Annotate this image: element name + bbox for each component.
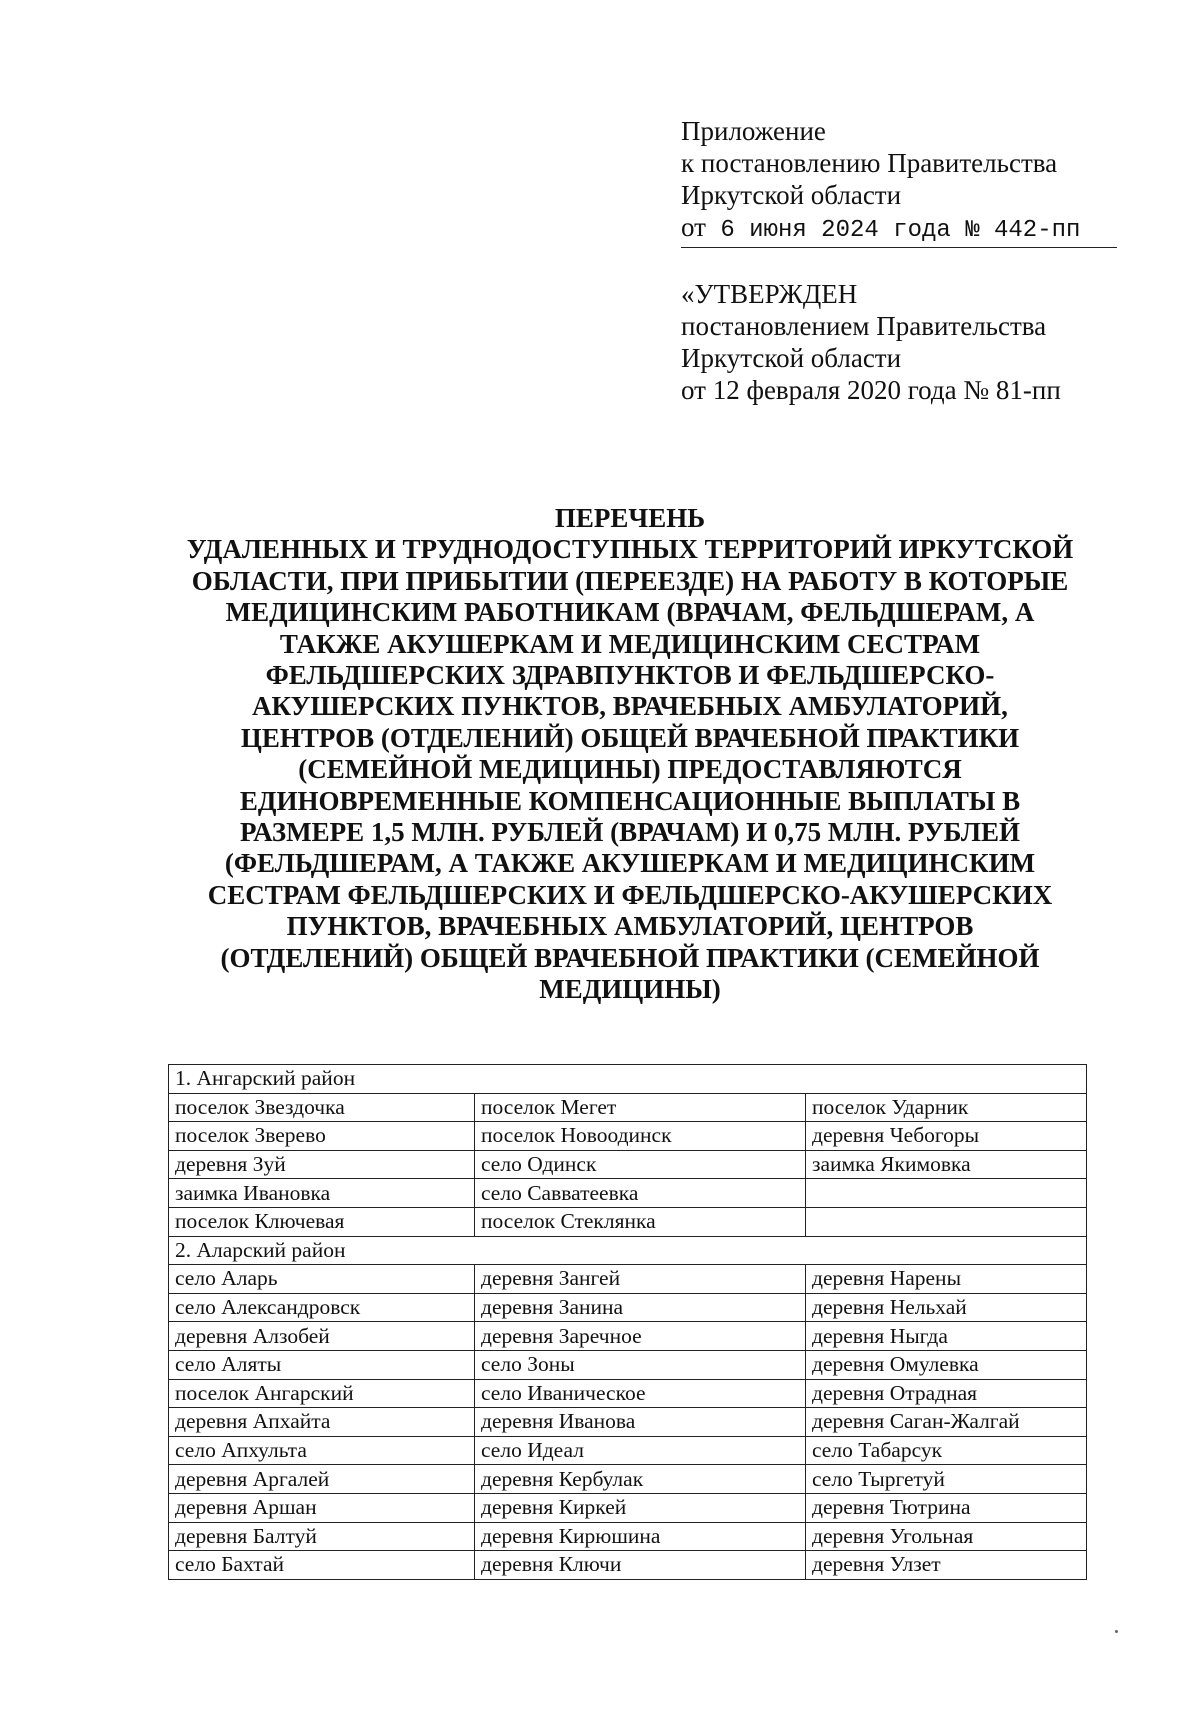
settlement-cell: село Идеал [475,1436,806,1465]
settlement-cell: деревня Аргалей [169,1465,475,1494]
settlement-cell: село Савватеевка [475,1179,806,1208]
table-row [169,1150,1087,1179]
settlement-cell: поселок Мегет [475,1093,806,1122]
document-title [150,503,1110,1006]
settlement-cell: деревня Аршан [169,1493,475,1522]
settlement-cell: деревня Улзет [806,1551,1087,1580]
table-row [169,1093,1087,1122]
scan-speck [1115,1630,1118,1633]
settlement-cell: поселок Новоодинск [475,1122,806,1151]
settlement-cell: деревня Зуй [169,1150,475,1179]
appendix-date-prefix: от [681,212,706,242]
table-row [169,1493,1087,1522]
title-line: ЦЕНТРОВ (ОТДЕЛЕНИЙ) ОБЩЕЙ ВРАЧЕБНОЙ ПРАКТИКИ [240,722,1020,753]
title-line: АКУШЕРСКИХ ПУНКТОВ, ВРАЧЕБНЫХ АМБУЛАТОРИЙ, [252,691,1008,722]
title-line: (СЕМЕЙНОЙ МЕДИЦИНЫ) ПРЕДОСТАВЛЯЮТСЯ [298,754,962,785]
settlement-cell [806,1179,1087,1208]
settlement-cell: деревня Ключи [475,1551,806,1580]
settlement-cell: деревня Нарены [806,1265,1087,1294]
settlement-cell: деревня Зангей [475,1265,806,1294]
settlement-cell [806,1207,1087,1236]
title-line: (ОТДЕЛЕНИЙ) ОБЩЕЙ ВРАЧЕБНОЙ ПРАКТИКИ (СЕМЕЙНОЙ [220,942,1040,973]
title-line: ПЕРЕЧЕНЬ [554,503,706,533]
settlement-cell: деревня Отрадная [806,1379,1087,1408]
table-row [169,1265,1087,1294]
settlement-cell: деревня Кирюшина [475,1522,806,1551]
table-section-heading-row [169,1065,1087,1094]
title-line: РАЗМЕРЕ 1,5 МЛН. РУБЛЕЙ (ВРАЧАМ) И 0,75 МЛН. РУБЛЕЙ [240,817,1020,848]
settlement-cell: поселок Ангарский [169,1379,475,1408]
settlement-cell: деревня Ныгда [806,1322,1087,1351]
table-row [169,1379,1087,1408]
appendix-header [681,115,1121,248]
table-row [169,1551,1087,1580]
approved-label: «УТВЕРЖДЕН [681,279,858,309]
title-line: СЕСТРАМ ФЕЛЬДШЕРСКИХ И ФЕЛЬДШЕРСКО-АКУШЕРСКИХ [207,879,1053,910]
table-row [169,1522,1087,1551]
title-line: ФЕЛЬДШЕРСКИХ ЗДРАВПУНКТОВ И ФЕЛЬДШЕРСКО- [265,660,995,691]
settlement-cell: деревня Алзобей [169,1322,475,1351]
settlement-cell: деревня Балтуй [169,1522,475,1551]
settlement-cell: село Иваническое [475,1379,806,1408]
district-heading: 2. Аларский район [169,1236,1087,1265]
title-line: ПУНКТОВ, ВРАЧЕБНЫХ АМБУЛАТОРИЙ, ЦЕНТРОВ [286,911,974,942]
appendix-date-value: 6 июня 2024 года № 442-пп [705,217,1081,244]
settlement-cell: деревня Иванова [475,1408,806,1437]
settlement-cell: деревня Занина [475,1293,806,1322]
district-heading: 1. Ангарский район [169,1065,1087,1094]
approved-date: от 12 февраля 2020 года № 81-пп [681,375,1061,405]
table-row [169,1207,1087,1236]
appendix-resolution-ref: к постановлению Правительства [681,148,1058,178]
table-row [169,1350,1087,1379]
territories-table-body [169,1065,1087,1580]
settlement-cell: поселок Стеклянка [475,1207,806,1236]
settlement-cell: село Аляты [169,1350,475,1379]
settlement-cell: село Апхульта [169,1436,475,1465]
approved-header [681,278,1121,406]
settlement-cell: село Табарсук [806,1436,1087,1465]
territories-table [168,1064,1087,1580]
title-line: МЕДИЦИНЫ) [539,974,721,1005]
settlement-cell: поселок Ключевая [169,1207,475,1236]
settlement-cell: село Бахтай [169,1551,475,1580]
settlement-cell: село Зоны [475,1350,806,1379]
appendix-region: Иркутской области [681,180,902,210]
settlement-cell: село Одинск [475,1150,806,1179]
appendix-date-line [681,211,1117,248]
approved-resolution-ref: постановлением Правительства [681,311,1047,341]
title-line: (ФЕЛЬДШЕРАМ, А ТАКЖЕ АКУШЕРКАМ И МЕДИЦИНСКИМ [224,848,1036,879]
table-row [169,1408,1087,1437]
settlement-cell: деревня Киркей [475,1493,806,1522]
settlement-cell: поселок Ударник [806,1093,1087,1122]
settlement-cell: заимка Якимовка [806,1150,1087,1179]
title-line: ОБЛАСТИ, ПРИ ПРИБЫТИИ (ПЕРЕЕЗДЕ) НА РАБОТУ В КОТОРЫЕ [191,565,1069,596]
settlement-cell: поселок Звездочка [169,1093,475,1122]
settlement-cell: поселок Зверево [169,1122,475,1151]
settlement-cell: деревня Омулевка [806,1350,1087,1379]
table-row [169,1322,1087,1351]
title-line: ЕДИНОВРЕМЕННЫЕ КОМПЕНСАЦИОННЫЕ ВЫПЛАТЫ В [239,785,1021,816]
table-row [169,1293,1087,1322]
table-section-heading-row [169,1236,1087,1265]
table-row [169,1122,1087,1151]
table-row [169,1436,1087,1465]
settlement-cell: деревня Саган-Жалгай [806,1408,1087,1437]
settlement-cell: деревня Заречное [475,1322,806,1351]
settlement-cell: село Тыргетуй [806,1465,1087,1494]
settlement-cell: деревня Нельхай [806,1293,1087,1322]
settlement-cell: деревня Угольная [806,1522,1087,1551]
settlement-cell: заимка Ивановка [169,1179,475,1208]
settlement-cell: деревня Апхайта [169,1408,475,1437]
settlement-cell: село Аларь [169,1265,475,1294]
settlement-cell: село Александровск [169,1293,475,1322]
title-line: МЕДИЦИНСКИМ РАБОТНИКАМ (ВРАЧАМ, ФЕЛЬДШЕРАМ, А [225,597,1035,628]
title-line: ТАКЖЕ АКУШЕРКАМ И МЕДИЦИНСКИМ СЕСТРАМ [279,628,981,659]
appendix-label: Приложение [681,116,826,146]
settlement-cell: деревня Тютрина [806,1493,1087,1522]
settlement-cell: деревня Чебогоры [806,1122,1087,1151]
settlement-cell: деревня Кербулак [475,1465,806,1494]
table-row [169,1465,1087,1494]
title-line: УДАЛЕННЫХ И ТРУДНОДОСТУПНЫХ ТЕРРИТОРИЙ ИРКУТСКОЙ [186,534,1074,565]
table-row [169,1179,1087,1208]
approved-region: Иркутской области [681,343,902,373]
